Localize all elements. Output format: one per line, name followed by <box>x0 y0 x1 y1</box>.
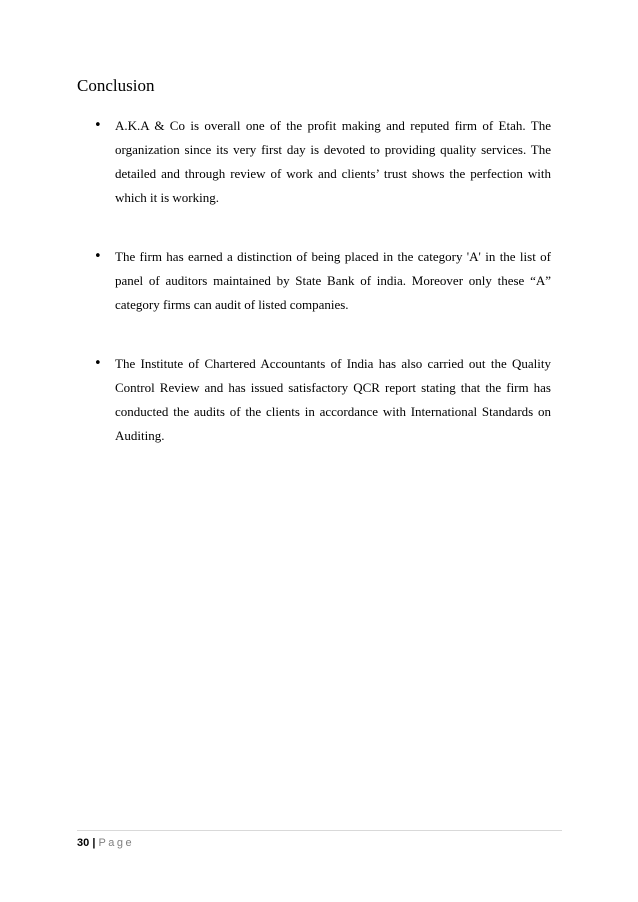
conclusion-list <box>0 114 638 483</box>
bullet-icon: • <box>94 249 102 264</box>
footer-divider <box>77 830 562 831</box>
section-heading: Conclusion <box>77 76 155 95</box>
list-item <box>0 245 638 317</box>
bullet-icon: • <box>94 118 102 133</box>
footer-separator: | <box>92 837 96 849</box>
list-item-text: The firm has earned a distinction of being placed in the category 'A' in the list of panel of auditors maintained by State Bank of india. Moreover only these “A” category firms can audit of listed companies. <box>115 249 551 312</box>
list-item <box>0 352 638 448</box>
page-label: Page <box>98 837 135 849</box>
list-item-text: The Institute of Chartered Accountants of India has also carried out the Quality Control Review and has issued satisfactory QCR report stating that the firm has conducted the audits of the clients in accordance with International Standards on Auditing. <box>115 356 551 443</box>
list-item <box>0 114 638 210</box>
page-footer <box>77 835 134 851</box>
page-number: 30 <box>77 837 90 849</box>
list-item-text: A.K.A & Co is overall one of the profit making and reputed firm of Etah. The organization since its very first day is devoted to providing quality services. The detailed and through review of work and clients’ trust shows the perfection with which it is working. <box>115 118 551 205</box>
bullet-icon: • <box>94 356 102 371</box>
